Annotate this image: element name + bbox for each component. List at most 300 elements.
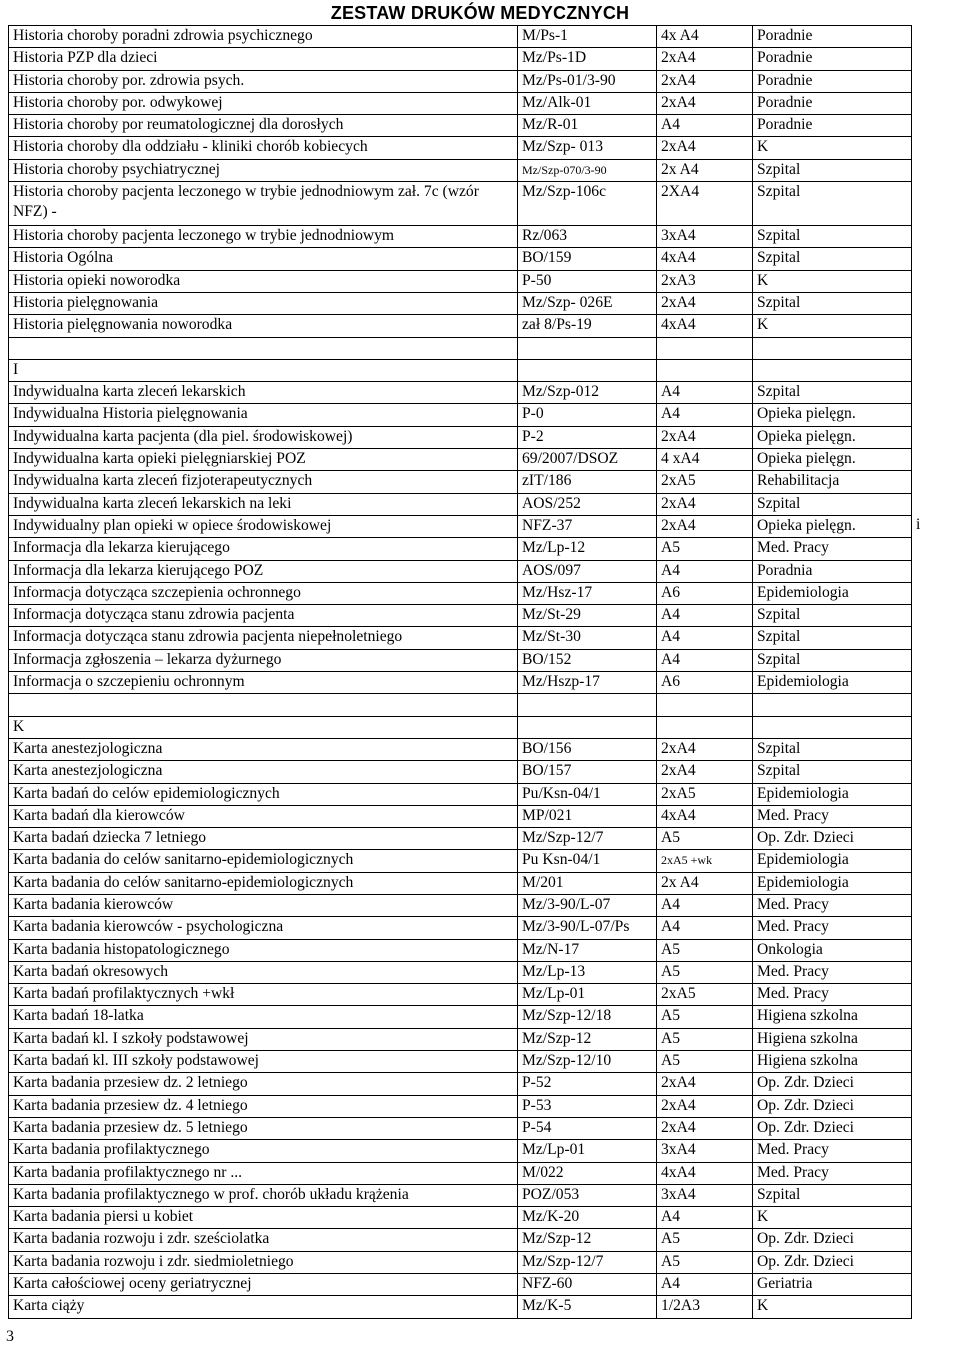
form-unit-cell: Szpital: [753, 761, 912, 783]
form-code-cell: Mz/3-90/L-07: [518, 894, 657, 916]
form-unit-cell: Op. Zdr. Dzieci: [753, 1095, 912, 1117]
form-note-cell: [912, 582, 951, 604]
form-format-cell: [657, 716, 753, 738]
form-code-cell: NFZ-60: [518, 1274, 657, 1296]
table-row: [9, 137, 951, 159]
form-unit-cell: Poradnie: [753, 26, 912, 48]
form-name-cell: K: [9, 716, 518, 738]
form-name-cell: Karta badania rozwoju i zdr. siedmioletniego: [9, 1251, 518, 1273]
table-row: [9, 694, 951, 716]
table-row: [9, 292, 951, 314]
table-row: [9, 828, 951, 850]
form-format-cell: A5: [657, 1051, 753, 1073]
form-code-cell: POZ/053: [518, 1184, 657, 1206]
form-note-cell: [912, 805, 951, 827]
form-unit-cell: K: [753, 137, 912, 159]
form-code-cell: zIT/186: [518, 471, 657, 493]
form-format-cell: 2xA4: [657, 738, 753, 760]
form-code-cell: Pu Ksn-04/1: [518, 850, 657, 872]
form-format-cell: A4: [657, 917, 753, 939]
form-note-cell: [912, 115, 951, 137]
form-unit-cell: Op. Zdr. Dzieci: [753, 1073, 912, 1095]
table-row: [9, 404, 951, 426]
form-code-cell: AOS/252: [518, 493, 657, 515]
form-unit-cell: Geriatria: [753, 1274, 912, 1296]
table-row: [9, 627, 951, 649]
form-unit-cell: Szpital: [753, 382, 912, 404]
form-code-cell: Mz/Szp-106c: [518, 182, 657, 226]
form-unit-cell: Onkologia: [753, 939, 912, 961]
form-name-cell: Karta badania przesiew dz. 5 letniego: [9, 1117, 518, 1139]
form-format-cell: 4xA4: [657, 805, 753, 827]
table-row: [9, 805, 951, 827]
form-unit-cell: Szpital: [753, 182, 912, 226]
form-code-cell: Mz/St-29: [518, 605, 657, 627]
table-row: [9, 1229, 951, 1251]
form-note-cell: [912, 1274, 951, 1296]
form-note-cell: [912, 828, 951, 850]
form-format-cell: 4 xA4: [657, 449, 753, 471]
form-name-cell: Historia choroby por reumatologicznej dla dorosłych: [9, 115, 518, 137]
form-note-cell: [912, 315, 951, 337]
form-unit-cell: K: [753, 270, 912, 292]
form-format-cell: A4: [657, 560, 753, 582]
table-row: [9, 1274, 951, 1296]
form-format-cell: [657, 337, 753, 359]
form-code-cell: BO/159: [518, 248, 657, 270]
form-unit-cell: Szpital: [753, 649, 912, 671]
form-note-cell: [912, 48, 951, 70]
table-row: [9, 850, 951, 872]
form-code-cell: Mz/Hszp-17: [518, 672, 657, 694]
form-note-cell: [912, 1184, 951, 1206]
form-note-cell: [912, 1251, 951, 1273]
form-note-cell: [912, 984, 951, 1006]
form-note-cell: [912, 761, 951, 783]
table-row: [9, 1251, 951, 1273]
form-unit-cell: K: [753, 1207, 912, 1229]
form-format-cell: A4: [657, 605, 753, 627]
table-row: [9, 649, 951, 671]
table-row: [9, 538, 951, 560]
form-note-cell: [912, 1073, 951, 1095]
form-name-cell: Karta badania piersi u kobiet: [9, 1207, 518, 1229]
form-unit-cell: Opieka pielęgn.: [753, 426, 912, 448]
form-format-cell: A5: [657, 1251, 753, 1273]
form-format-cell: [657, 694, 753, 716]
form-code-cell: AOS/097: [518, 560, 657, 582]
form-code-cell: 69/2007/DSOZ: [518, 449, 657, 471]
form-code-cell: Mz/Lp-12: [518, 538, 657, 560]
form-name-cell: Karta całościowej oceny geriatrycznej: [9, 1274, 518, 1296]
form-name-cell: Karta badania do celów sanitarno-epidemiologicznych: [9, 872, 518, 894]
form-format-cell: A5: [657, 1229, 753, 1251]
form-unit-cell: Szpital: [753, 1184, 912, 1206]
form-code-cell: P-52: [518, 1073, 657, 1095]
form-name-cell: Indywidualna karta zleceń lekarskich: [9, 382, 518, 404]
table-row: [9, 1117, 951, 1139]
table-row: [9, 471, 951, 493]
table-row: [9, 716, 951, 738]
form-format-cell: 2xA5: [657, 984, 753, 1006]
form-name-cell: Indywidualna Historia pielęgnowania: [9, 404, 518, 426]
form-name-cell: Karta badania kierowców - psychologiczna: [9, 917, 518, 939]
table-row: [9, 1028, 951, 1050]
form-unit-cell: Higiena szkolna: [753, 1051, 912, 1073]
form-code-cell: Mz/Ps-1D: [518, 48, 657, 70]
form-note-cell: [912, 538, 951, 560]
form-code-cell: Mz/Lp-01: [518, 1140, 657, 1162]
form-format-cell: 3xA4: [657, 1140, 753, 1162]
form-format-cell: 2xA4: [657, 493, 753, 515]
form-note-cell: [912, 1140, 951, 1162]
form-note-cell: [912, 738, 951, 760]
table-row: [9, 315, 951, 337]
table-row: [9, 560, 951, 582]
form-format-cell: A5: [657, 1006, 753, 1028]
form-unit-cell: Szpital: [753, 248, 912, 270]
form-name-cell: Historia pielęgnowania noworodka: [9, 315, 518, 337]
form-format-cell: 2xA5: [657, 783, 753, 805]
form-note-cell: [912, 1117, 951, 1139]
table-row: [9, 226, 951, 248]
form-format-cell: 2xA4: [657, 1095, 753, 1117]
table-row: [9, 872, 951, 894]
form-code-cell: P-53: [518, 1095, 657, 1117]
table-row: [9, 761, 951, 783]
form-unit-cell: Op. Zdr. Dzieci: [753, 1117, 912, 1139]
form-note-cell: [912, 1051, 951, 1073]
form-code-cell: Mz/Szp-070/3-90: [518, 159, 657, 181]
form-unit-cell: Poradnie: [753, 70, 912, 92]
form-name-cell: Karta anestezjologiczna: [9, 761, 518, 783]
form-name-cell: Karta badania profilaktycznego: [9, 1140, 518, 1162]
form-name-cell: Historia choroby dla oddziału - kliniki chorób kobiecych: [9, 137, 518, 159]
form-unit-cell: Opieka pielęgn.: [753, 404, 912, 426]
form-unit-cell: Opieka pielęgn.: [753, 515, 912, 537]
table-row: [9, 48, 951, 70]
form-code-cell: Mz/Szp-12/10: [518, 1051, 657, 1073]
table-row: [9, 672, 951, 694]
form-format-cell: 2xA5 +wk: [657, 850, 753, 872]
table-row: [9, 1296, 951, 1318]
form-name-cell: Karta badań dziecka 7 letniego: [9, 828, 518, 850]
form-format-cell: A6: [657, 582, 753, 604]
form-code-cell: [518, 716, 657, 738]
table-row: [9, 894, 951, 916]
form-note-cell: [912, 1095, 951, 1117]
form-note-cell: [912, 182, 951, 226]
form-code-cell: Mz/R-01: [518, 115, 657, 137]
form-note-cell: [912, 605, 951, 627]
form-format-cell: 2xA4: [657, 426, 753, 448]
form-format-cell: A4: [657, 404, 753, 426]
form-format-cell: A5: [657, 939, 753, 961]
form-note-cell: [912, 783, 951, 805]
form-code-cell: Mz/Lp-01: [518, 984, 657, 1006]
form-code-cell: NFZ-37: [518, 515, 657, 537]
form-code-cell: P-2: [518, 426, 657, 448]
form-name-cell: Informacja dotycząca stanu zdrowia pacjenta: [9, 605, 518, 627]
form-name-cell: Karta badania przesiew dz. 4 letniego: [9, 1095, 518, 1117]
form-name-cell: Karta badania rozwoju i zdr. sześciolatka: [9, 1229, 518, 1251]
form-unit-cell: Poradnie: [753, 48, 912, 70]
form-code-cell: Mz/K-20: [518, 1207, 657, 1229]
form-name-cell: Karta badań profilaktycznych +wkł: [9, 984, 518, 1006]
form-note-cell: [912, 137, 951, 159]
form-format-cell: A5: [657, 961, 753, 983]
form-code-cell: MP/021: [518, 805, 657, 827]
form-note-cell: [912, 1207, 951, 1229]
form-name-cell: [9, 337, 518, 359]
form-name-cell: Karta badania profilaktycznego w prof. chorób układu krążenia: [9, 1184, 518, 1206]
table-row: [9, 426, 951, 448]
form-name-cell: Karta ciąży: [9, 1296, 518, 1318]
form-name-cell: Historia choroby poradni zdrowia psychicznego: [9, 26, 518, 48]
form-format-cell: A4: [657, 649, 753, 671]
form-code-cell: Mz/Szp-012: [518, 382, 657, 404]
form-format-cell: 2xA4: [657, 137, 753, 159]
form-unit-cell: Opieka pielęgn.: [753, 449, 912, 471]
form-format-cell: A4: [657, 627, 753, 649]
form-code-cell: Mz/Szp-12/18: [518, 1006, 657, 1028]
form-name-cell: Historia Ogólna: [9, 248, 518, 270]
form-code-cell: Mz/Szp- 013: [518, 137, 657, 159]
table-row: [9, 115, 951, 137]
table-row: [9, 1207, 951, 1229]
table-row: [9, 1140, 951, 1162]
form-format-cell: 2xA4: [657, 761, 753, 783]
form-code-cell: Mz/Szp-12/7: [518, 1251, 657, 1273]
form-code-cell: Mz/Ps-01/3-90: [518, 70, 657, 92]
form-note-cell: [912, 627, 951, 649]
form-note-cell: [912, 1229, 951, 1251]
form-code-cell: Mz/N-17: [518, 939, 657, 961]
form-unit-cell: K: [753, 315, 912, 337]
form-name-cell: Historia choroby psychiatrycznej: [9, 159, 518, 181]
form-name-cell: Karta badań dla kierowców: [9, 805, 518, 827]
form-name-cell: Historia pielęgnowania: [9, 292, 518, 314]
table-row: [9, 92, 951, 114]
form-format-cell: A4: [657, 382, 753, 404]
form-code-cell: M/201: [518, 872, 657, 894]
form-unit-cell: Med. Pracy: [753, 1162, 912, 1184]
form-format-cell: A6: [657, 672, 753, 694]
form-code-cell: Mz/3-90/L-07/Ps: [518, 917, 657, 939]
form-name-cell: Historia choroby pacjenta leczonego w trybie jednodniowym: [9, 226, 518, 248]
form-note-cell: [912, 894, 951, 916]
form-note-cell: [912, 226, 951, 248]
form-format-cell: 4x A4: [657, 26, 753, 48]
form-format-cell: [657, 359, 753, 381]
form-note-cell: [912, 382, 951, 404]
table-row: [9, 270, 951, 292]
table-row: [9, 939, 951, 961]
form-name-cell: Informacja zgłoszenia – lekarza dyżurnego: [9, 649, 518, 671]
table-row: [9, 961, 951, 983]
form-note-cell: [912, 449, 951, 471]
form-name-cell: Karta badań kl. I szkoły podstawowej: [9, 1028, 518, 1050]
form-format-cell: 2XA4: [657, 182, 753, 226]
form-unit-cell: Higiena szkolna: [753, 1028, 912, 1050]
table-row: [9, 783, 951, 805]
form-note-cell: [912, 1028, 951, 1050]
form-unit-cell: Rehabilitacja: [753, 471, 912, 493]
form-unit-cell: [753, 337, 912, 359]
form-name-cell: Karta badań kl. III szkoły podstawowej: [9, 1051, 518, 1073]
form-note-cell: i: [916, 516, 921, 534]
form-format-cell: A4: [657, 115, 753, 137]
form-format-cell: 2xA4: [657, 70, 753, 92]
form-code-cell: Mz/K-5: [518, 1296, 657, 1318]
form-unit-cell: Med. Pracy: [753, 961, 912, 983]
form-unit-cell: [753, 694, 912, 716]
form-unit-cell: Epidemiologia: [753, 672, 912, 694]
form-name-cell: Informacja dla lekarza kierującego POZ: [9, 560, 518, 582]
form-name-cell: Historia PZP dla dzieci: [9, 48, 518, 70]
table-row: [9, 1073, 951, 1095]
form-code-cell: Rz/063: [518, 226, 657, 248]
form-format-cell: 4xA4: [657, 1162, 753, 1184]
form-name-cell: Karta badania profilaktycznego nr ...: [9, 1162, 518, 1184]
form-note-cell: [912, 716, 951, 738]
table-row: [9, 1051, 951, 1073]
form-code-cell: Mz/St-30: [518, 627, 657, 649]
form-note-cell: [912, 248, 951, 270]
form-format-cell: A5: [657, 1028, 753, 1050]
form-code-cell: Mz/Lp-13: [518, 961, 657, 983]
form-note-cell: [912, 1162, 951, 1184]
table-row: [9, 515, 951, 537]
form-unit-cell: Szpital: [753, 226, 912, 248]
form-unit-cell: Med. Pracy: [753, 917, 912, 939]
form-code-cell: Mz/Szp-12: [518, 1229, 657, 1251]
table-row: [9, 359, 951, 381]
table-row: [9, 382, 951, 404]
form-format-cell: 2x A4: [657, 159, 753, 181]
forms-table: [8, 25, 951, 1319]
form-name-cell: Informacja dla lekarza kierującego: [9, 538, 518, 560]
table-row: [9, 917, 951, 939]
form-name-cell: Karta badań okresowych: [9, 961, 518, 983]
form-note-cell: [912, 961, 951, 983]
form-format-cell: 1/2A3: [657, 1296, 753, 1318]
form-unit-cell: Poradnie: [753, 92, 912, 114]
form-unit-cell: Epidemiologia: [753, 783, 912, 805]
form-format-cell: 2xA3: [657, 270, 753, 292]
form-note-cell: [912, 337, 951, 359]
form-name-cell: Historia opieki noworodka: [9, 270, 518, 292]
form-unit-cell: Epidemiologia: [753, 850, 912, 872]
form-name-cell: Indywidualna karta opieki pielęgniarskiej POZ: [9, 449, 518, 471]
form-format-cell: 2xA4: [657, 48, 753, 70]
form-unit-cell: Med. Pracy: [753, 538, 912, 560]
form-format-cell: A4: [657, 1274, 753, 1296]
table-row: [9, 159, 951, 181]
form-note-cell: [912, 359, 951, 381]
form-note-cell: [912, 1006, 951, 1028]
form-note-cell: [912, 850, 951, 872]
form-name-cell: Indywidualna karta zleceń fizjoterapeutycznych: [9, 471, 518, 493]
form-note-cell: [912, 404, 951, 426]
form-name-cell: Karta badań do celów epidemiologicznych: [9, 783, 518, 805]
table-row: [9, 449, 951, 471]
form-code-cell: Pu/Ksn-04/1: [518, 783, 657, 805]
form-format-cell: 4xA4: [657, 248, 753, 270]
form-name-cell: Karta badań 18-latka: [9, 1006, 518, 1028]
form-unit-cell: K: [753, 1296, 912, 1318]
form-note-cell: [912, 672, 951, 694]
form-name-cell: Informacja dotycząca stanu zdrowia pacjenta niepełnoletniego: [9, 627, 518, 649]
form-unit-cell: Op. Zdr. Dzieci: [753, 1229, 912, 1251]
form-code-cell: BO/157: [518, 761, 657, 783]
form-code-cell: Mz/Szp- 026E: [518, 292, 657, 314]
form-code-cell: Mz/Hsz-17: [518, 582, 657, 604]
form-unit-cell: Med. Pracy: [753, 1140, 912, 1162]
table-row: [9, 248, 951, 270]
form-note-cell: [912, 70, 951, 92]
form-unit-cell: Epidemiologia: [753, 582, 912, 604]
form-code-cell: M/Ps-1: [518, 26, 657, 48]
form-format-cell: A4: [657, 894, 753, 916]
form-note-cell: [912, 493, 951, 515]
form-name-cell: I: [9, 359, 518, 381]
form-unit-cell: Med. Pracy: [753, 984, 912, 1006]
form-name-cell: Indywidualna karta pacjenta (dla piel. środowiskowej): [9, 426, 518, 448]
form-code-cell: BO/156: [518, 738, 657, 760]
form-code-cell: P-50: [518, 270, 657, 292]
form-unit-cell: Med. Pracy: [753, 894, 912, 916]
form-name-cell: Karta anestezjologiczna: [9, 738, 518, 760]
table-row: [9, 738, 951, 760]
form-name-cell: Karta badania histopatologicznego: [9, 939, 518, 961]
page-title: ZESTAW DRUKÓW MEDYCZNYCH: [330, 3, 630, 23]
form-code-cell: M/022: [518, 1162, 657, 1184]
table-row: [9, 337, 951, 359]
form-format-cell: 2xA4: [657, 515, 753, 537]
table-row: [9, 70, 951, 92]
form-name-cell: Informacja o szczepieniu ochronnym: [9, 672, 518, 694]
form-note-cell: [912, 939, 951, 961]
form-format-cell: A4: [657, 1207, 753, 1229]
form-unit-cell: Szpital: [753, 292, 912, 314]
form-format-cell: 3xA4: [657, 226, 753, 248]
form-unit-cell: Szpital: [753, 605, 912, 627]
form-unit-cell: Op. Zdr. Dzieci: [753, 1251, 912, 1273]
form-name-cell: Karta badania kierowców: [9, 894, 518, 916]
form-note-cell: [912, 26, 951, 48]
table-row: [9, 493, 951, 515]
form-unit-cell: Op. Zdr. Dzieci: [753, 828, 912, 850]
table-row: [9, 1006, 951, 1028]
form-code-cell: [518, 359, 657, 381]
form-note-cell: [912, 270, 951, 292]
form-format-cell: 2xA4: [657, 292, 753, 314]
form-unit-cell: [753, 716, 912, 738]
form-note-cell: [912, 694, 951, 716]
form-unit-cell: Szpital: [753, 627, 912, 649]
form-unit-cell: Szpital: [753, 493, 912, 515]
form-unit-cell: Higiena szkolna: [753, 1006, 912, 1028]
form-format-cell: 3xA4: [657, 1184, 753, 1206]
form-name-cell: Indywidualna karta zleceń lekarskich na leki: [9, 493, 518, 515]
form-note-cell: [912, 1296, 951, 1318]
form-unit-cell: [753, 359, 912, 381]
table-row: [9, 182, 951, 226]
form-code-cell: P-0: [518, 404, 657, 426]
form-unit-cell: Szpital: [753, 159, 912, 181]
form-note-cell: [912, 471, 951, 493]
